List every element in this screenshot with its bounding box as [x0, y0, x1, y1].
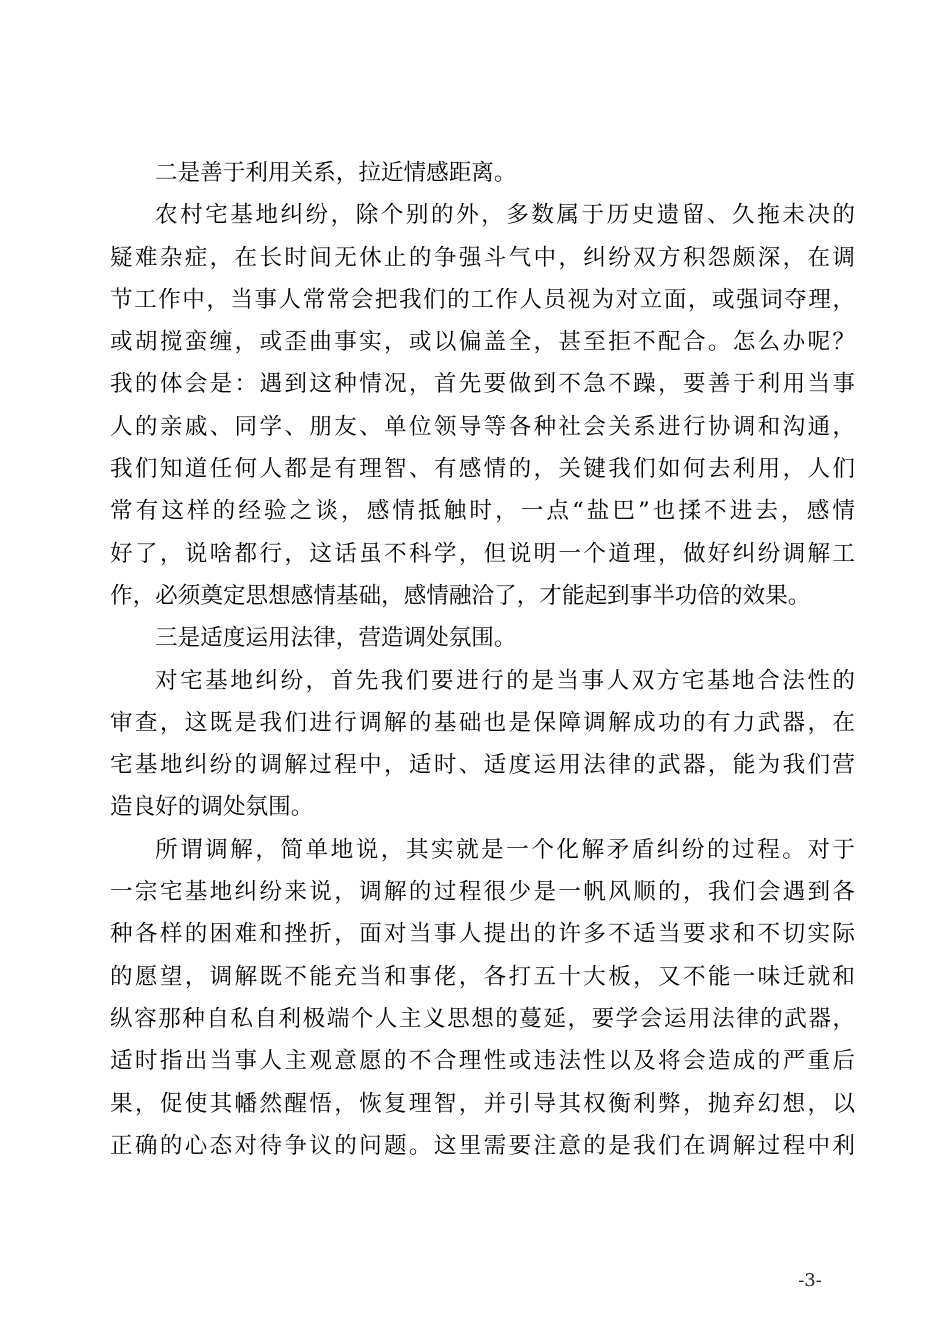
text-line: 一宗宅基地纠纷来说，调解的过程很少是一帆风顺的，我们会遇到各 — [110, 879, 855, 906]
text-line: 二是善于利用关系，拉近情感距离。 — [155, 160, 517, 186]
text-line: 审查，这既是我们进行调解的基础也是保障调解成功的有力武器，在 — [110, 709, 855, 736]
text-line: 疑难杂症，在长时间无休止的争强斗气中，纠纷双方积怨颇深，在调 — [110, 244, 855, 271]
text-line: 我的体会是：遇到这种情况，首先要做到不急不躁，要善于利用当事 — [110, 371, 855, 398]
page-number: -3- — [798, 1270, 822, 1291]
text-line: 我们知道任何人都是有理智、有感情的，关键我们如何去利用，人们 — [110, 456, 855, 483]
text-line: 节工作中，当事人常常会把我们的工作人员视为对立面，或强词夺理， — [110, 286, 855, 313]
text-line: 对宅基地纠纷，首先我们要进行的是当事人双方宅基地合法性的 — [155, 667, 855, 694]
text-line: 人的亲戚、同学、朋友、单位领导等各种社会关系进行协调和沟通， — [110, 413, 855, 440]
text-line: 农村宅基地纠纷，除个别的外，多数属于历史遗留、久拖未决的 — [155, 202, 855, 229]
text-line: 正确的心态对待争议的问题。这里需要注意的是我们在调解过程中利 — [110, 1132, 855, 1159]
text-line: 果，促使其幡然醒悟，恢复理智，并引导其权衡利弊，抛弃幻想，以 — [110, 1090, 855, 1117]
text-line: 的愿望，调解既不能充当和事佬，各打五十大板，又不能一味迁就和 — [110, 963, 855, 990]
text-line: 宅基地纠纷的调解过程中，适时、适度运用法律的武器，能为我们营 — [110, 752, 855, 779]
text-line: 好了，说啥都行，这话虽不科学，但说明一个道理，做好纠纷调解工 — [110, 540, 855, 567]
text-line: 作，必须奠定思想感情基础，感情融洽了，才能起到事半功倍的效果。 — [110, 582, 811, 609]
text-line: 所谓调解，简单地说，其实就是一个化解矛盾纠纷的过程。对于 — [155, 836, 855, 863]
body-text — [110, 152, 855, 1167]
text-line: 种各样的困难和挫折，面对当事人提出的许多不适当要求和不切实际 — [110, 921, 855, 948]
text-line: 三是适度运用法律，营造调处氛围。 — [155, 625, 517, 652]
text-line: 或胡搅蛮缠，或歪曲事实，或以偏盖全，甚至拒不配合。怎么办呢？ — [110, 329, 855, 356]
text-line: 造良好的调处氛围。 — [110, 794, 314, 821]
text-line: 适时指出当事人主观意愿的不合理性或违法性以及将会造成的严重后 — [110, 1048, 855, 1075]
text-line: 纵容那种自私自利极端个人主义思想的蔓延，要学会运用法律的武器， — [110, 1005, 855, 1032]
text-line: 常有这样的经验之谈，感情抵触时，一点“盐巴”也揉不进去，感情 — [110, 498, 855, 525]
